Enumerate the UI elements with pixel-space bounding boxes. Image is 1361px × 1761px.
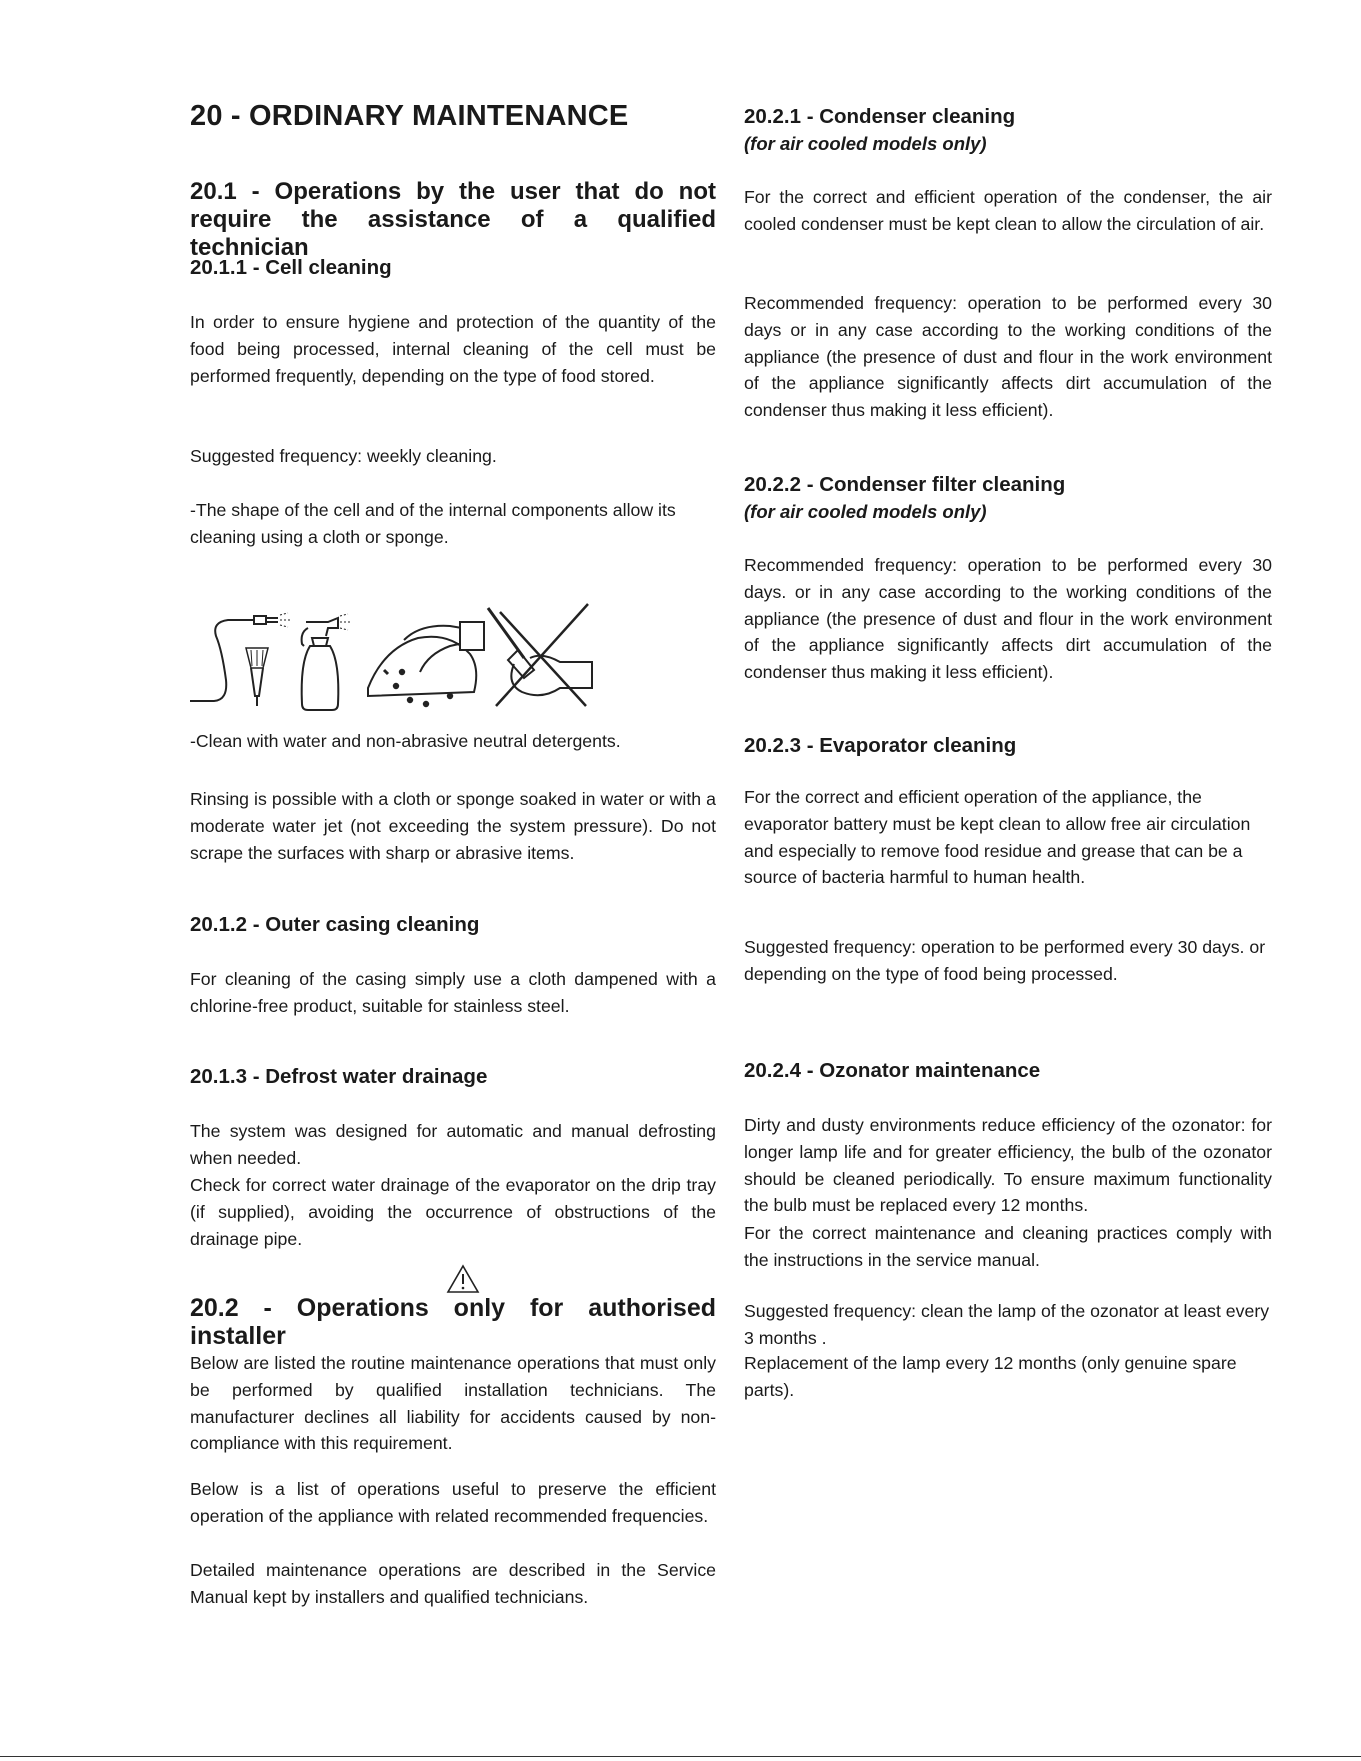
evaporator-paragraph-2: Suggested frequency: operation to be performed every 30 days. or depending on the type of food being processed. xyxy=(744,937,1266,984)
section-20-2-3-title: 20.2.3 - Evaporator cleaning xyxy=(744,734,1017,757)
defrost-paragraph-1: The system was designed for automatic and manual defrosting when needed. xyxy=(190,1121,716,1168)
cell-cleaning-frequency: Suggested frequency: weekly cleaning. xyxy=(190,446,497,466)
section-20-2-1-subtitle: (for air cooled models only) xyxy=(744,133,987,154)
page-title: 20 - ORDINARY MAINTENANCE xyxy=(190,100,629,132)
cell-cleaning-detergent-note: -Clean with water and non-abrasive neutral detergents. xyxy=(190,731,621,751)
authorised-installer-paragraph-2: Below is a list of operations useful to preserve the efficient operation of the appliance with related recommended frequencies. xyxy=(190,1479,716,1526)
section-20-2-4-title: 20.2.4 - Ozonator maintenance xyxy=(744,1059,1041,1082)
condenser-paragraph-1: For the correct and efficient operation of the condenser, the air cooled condenser must be kept clean to allow the circulation of air. xyxy=(744,187,1272,234)
authorised-installer-paragraph-1: Below are listed the routine maintenance operations that must only be performed by qualified installation technicians. The manufacturer declines all liability for accidents caused by non-compliance with this requirement. xyxy=(190,1353,716,1454)
no-scraping-tool-icon xyxy=(488,604,592,706)
warning-triangle-icon xyxy=(446,1264,480,1294)
water-hose-icon xyxy=(190,613,290,706)
outer-casing-paragraph: For cleaning of the casing simply use a cloth dampened with a chlorine-free product, suitable for stainless steel. xyxy=(190,969,716,1016)
condenser-paragraph-2: Recommended frequency: operation to be performed every 30 days or in any case according to the working conditions of the appliance (the presence of dust and flour in the work environment of the appliance significantly affects dirt accumulation of the condenser thus making it less efficient). xyxy=(744,293,1272,421)
evaporator-paragraph-1: For the correct and efficient operation of the appliance, the evaporator battery must be kept clean to allow free air circulation and especially to remove food residue and grease that can be a source of bacteria harmful to human health. xyxy=(744,787,1251,888)
spray-bottle-icon xyxy=(302,614,352,710)
authorised-installer-paragraph-3: Detailed maintenance operations are described in the Service Manual kept by installers and qualified technicians. xyxy=(190,1560,716,1607)
section-20-2-2-subtitle: (for air cooled models only) xyxy=(744,501,987,522)
cell-cleaning-paragraph: In order to ensure hygiene and protection of the quantity of the food being processed, internal cleaning of the cell must be performed frequently, depending on the type of food stored. xyxy=(190,312,716,386)
ozonator-paragraph-4: Replacement of the lamp every 12 months (only genuine spare parts). xyxy=(744,1353,1237,1400)
condenser-filter-paragraph: Recommended frequency: operation to be performed every 30 days. or in any case according to the working conditions of the appliance (the presence of dust and flour in the work environment of the appliance significantly affects dirt accumulation of the condenser thus making it less efficient). xyxy=(744,555,1272,683)
cell-cleaning-rinsing-note: Rinsing is possible with a cloth or sponge soaked in water or with a moderate water jet (not exceeding the system pressure). Do not scrape the surfaces with sharp or abrasive items. xyxy=(190,789,716,863)
section-20-2-1-title: 20.2.1 - Condenser cleaning xyxy=(744,105,1016,128)
section-20-1-2-title: 20.1.2 - Outer casing cleaning xyxy=(190,913,480,936)
cloth-wiping-icon xyxy=(368,622,484,706)
ozonator-paragraph-3: Suggested frequency: clean the lamp of the ozonator at least every 3 months . xyxy=(744,1301,1270,1348)
ozonator-paragraph-1: Dirty and dusty environments reduce efficiency of the ozonator: for longer lamp life and for greater efficiency, the bulb of the ozonator should be cleaned periodically. To ensure maximum functionality the bulb must be replaced every 12 months. xyxy=(744,1115,1272,1216)
section-20-1-title: 20.1 - Operations by the user that do not require the assistance of a qualified technician xyxy=(190,178,716,261)
cleaning-pictograms xyxy=(188,588,688,713)
section-20-1-3-title: 20.1.3 - Defrost water drainage xyxy=(190,1065,488,1088)
page-bottom-rule xyxy=(0,1756,1361,1757)
cell-cleaning-shape-note: -The shape of the cell and of the internal components allow its cleaning using a cloth or sponge. xyxy=(190,500,676,547)
section-20-1-1-title: 20.1.1 - Cell cleaning xyxy=(190,256,392,279)
section-20-2-2-title: 20.2.2 - Condenser filter cleaning xyxy=(744,473,1066,496)
section-20-2-title: 20.2 - Operations only for authorised installer xyxy=(190,1294,716,1350)
ozonator-paragraph-2: For the correct maintenance and cleaning practices comply with the instructions in the service manual. xyxy=(744,1223,1272,1270)
defrost-paragraph-2: Check for correct water drainage of the evaporator on the drip tray (if supplied), avoiding the occurrence of obstructions of the drainage pipe. xyxy=(190,1175,716,1249)
